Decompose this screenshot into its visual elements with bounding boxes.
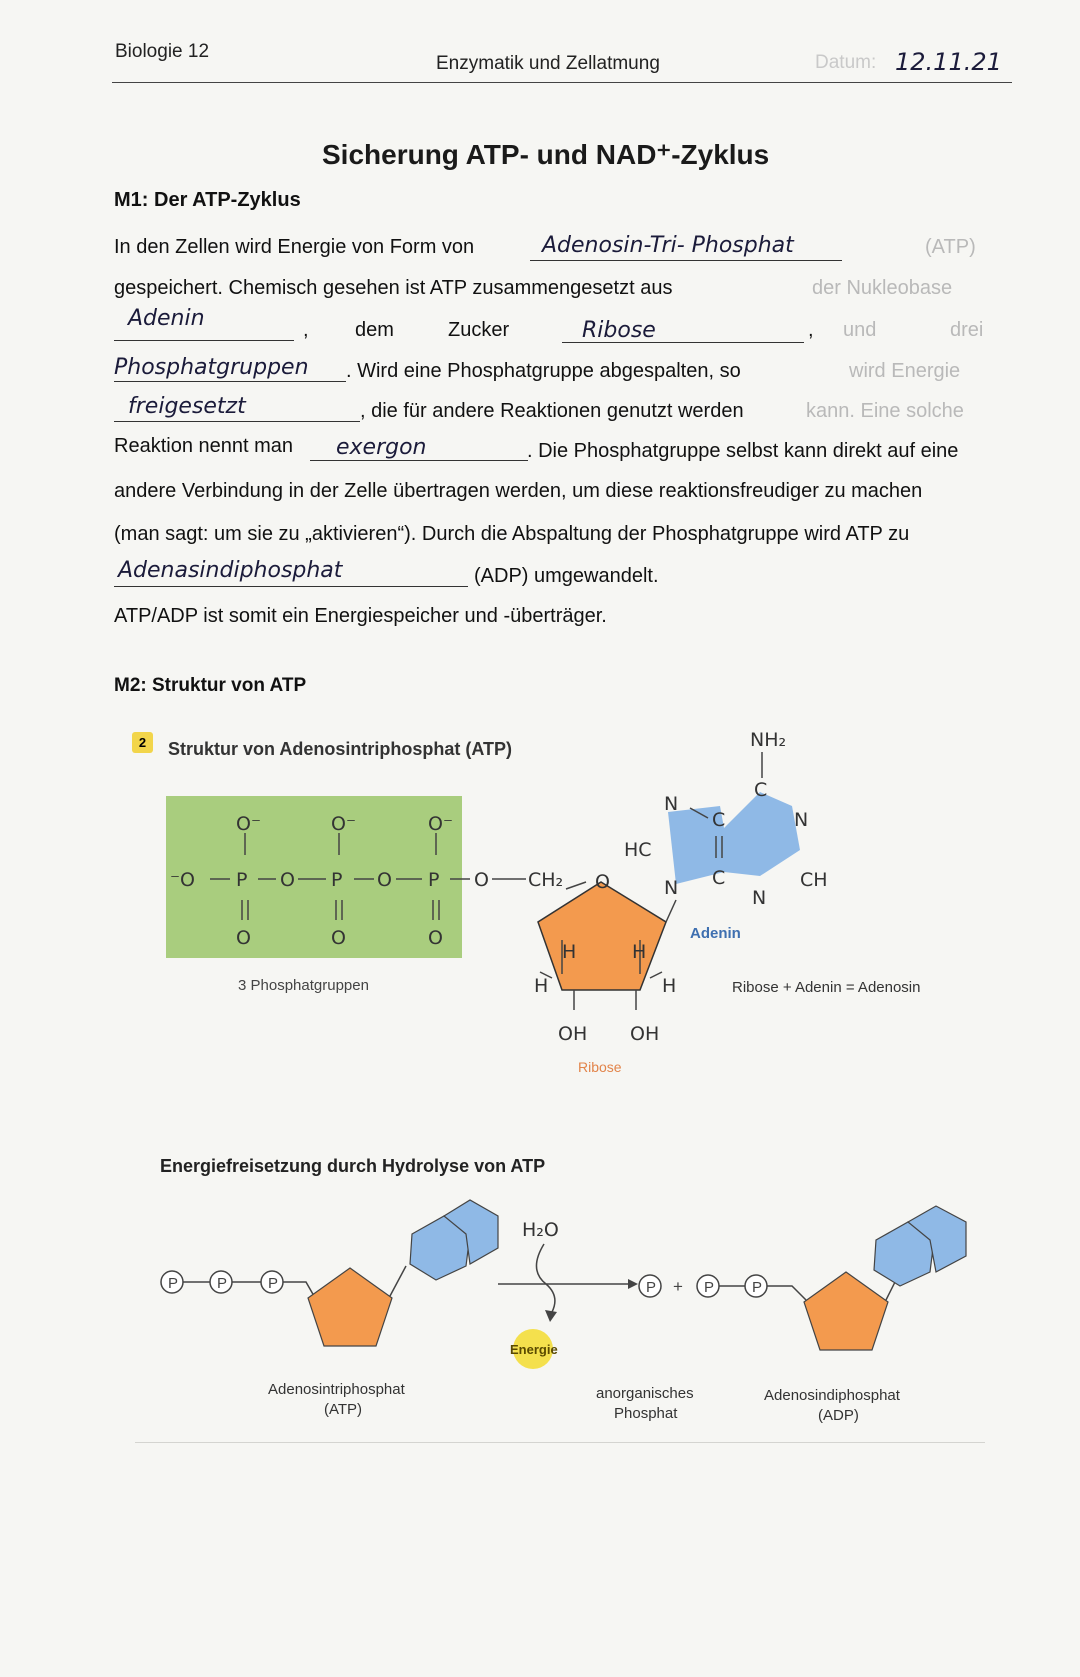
atp-cartoon (161, 1200, 498, 1346)
m1-line9: (ADP) umgewandelt. (474, 565, 659, 587)
atom-p-1: P (236, 869, 248, 891)
atom-ch: CH (800, 869, 828, 891)
adp-p-label-1: P (704, 1279, 715, 1296)
atp-p-label-2: P (217, 1275, 228, 1292)
m1-line2-end: der Nukleobase (812, 277, 953, 299)
atom-c-mid: C (712, 809, 726, 831)
figure-bottom-edge (135, 1442, 985, 1443)
m1-line1-end: (ATP) (925, 236, 976, 258)
answer-ribose: Ribose (582, 318, 656, 343)
m1-line3-und: und (843, 319, 877, 341)
m1-line8: (man sagt: um sie zu „aktivieren“). Durch die Abspaltung der Phosphatgruppe wird ATP zu (114, 523, 910, 545)
atom-p-2: P (331, 869, 343, 891)
figure-badge: 2 (132, 732, 153, 753)
energy-label: Energie (510, 1342, 558, 1357)
atom-o-bridge-1: O (280, 869, 295, 891)
answer-adp: Adenasindiphosphat (118, 558, 343, 583)
m1-line5-text: , die für andere Reaktionen genutzt werden (360, 400, 744, 422)
atom-c-top: C (754, 779, 768, 801)
atom-h-1: H (562, 941, 577, 963)
atom-h-3: H (534, 975, 549, 997)
m1-line4-end: wird Energie (849, 360, 961, 382)
atom-oh-1: OH (558, 1023, 588, 1045)
phosphate-box (166, 796, 462, 958)
ribose-ring (538, 882, 666, 990)
atom-h-2: H (632, 941, 647, 963)
hydrolysis-title: Energiefreisetzung durch Hydrolyse von ATP (160, 1156, 546, 1176)
m1-line3-comma: , (303, 319, 309, 341)
figure-title: Struktur von Adenosintriphosphat (ATP) (168, 739, 512, 759)
atom-o-double-2: O (331, 927, 346, 949)
bond-ch2-ribose (566, 882, 586, 889)
water-arrow-head (545, 1310, 557, 1322)
pi-caption: anorganisches (596, 1385, 694, 1402)
m1-line4-text: . Wird eine Phosphatgruppe abgespalten, so (346, 360, 741, 382)
m1-line6-end: . Die Phosphatgruppe selbst kann direkt auf eine (527, 440, 959, 462)
m1-line10: ATP/ADP ist somit ein Energiespeicher und -überträger. (114, 605, 607, 627)
atom-h-4: H (662, 975, 677, 997)
atom-nh2: NH₂ (750, 729, 787, 751)
atom-o-bridge-2: O (377, 869, 392, 891)
plus-sign: + (673, 1277, 683, 1296)
adp-cartoon (697, 1206, 966, 1350)
adenine-ring-six (724, 792, 800, 876)
atom-o-bridge-3: O (474, 869, 489, 891)
answer-freigesetzt: freigesetzt (128, 394, 246, 419)
atom-ch2: CH₂ (528, 869, 564, 891)
m2-heading: M2: Struktur von ATP (114, 675, 307, 696)
water-label: H₂O (522, 1219, 559, 1241)
atom-ring-o: O (595, 871, 610, 893)
m1-line7: andere Verbindung in der Zelle übertragen werden, um diese reaktionsfreudiger zu machen (114, 480, 923, 502)
header-date-value: 12.11.21 (895, 48, 1002, 76)
atp-caption-abbr: (ATP) (324, 1401, 363, 1418)
pi-caption-2: Phosphat (614, 1405, 678, 1422)
atp-p-label-3: P (268, 1275, 279, 1292)
adenosin-equation: Ribose + Adenin = Adenosin (732, 979, 921, 996)
atom-n-4: N (752, 887, 767, 909)
atom-oh-2: OH (630, 1023, 660, 1045)
atom-o-minus-1: O⁻ (236, 813, 261, 835)
atom-o-double-3: O (428, 927, 443, 949)
atom-o-double-1: O (236, 927, 251, 949)
atom-c-low: C (712, 867, 726, 889)
header-date-label: Datum: (815, 52, 877, 73)
m1-heading: M1: Der ATP-Zyklus (114, 189, 301, 211)
m1-line1-text: In den Zellen wird Energie von Form von (114, 236, 475, 258)
ribose-label: Ribose (578, 1059, 622, 1075)
adp-ribose-pentagon (804, 1272, 888, 1350)
header-topic: Enzymatik und Zellatmung (436, 53, 660, 74)
m1-line2-text: gespeichert. Chemisch gesehen ist ATP zusammengesetzt aus (114, 277, 673, 299)
atom-n-2: N (794, 809, 809, 831)
header-subject: Biologie 12 (115, 41, 210, 62)
answer-adenin: Adenin (128, 306, 205, 331)
phosphate-caption: 3 Phosphatgruppen (238, 977, 369, 994)
m1-line3-drei: drei (950, 319, 984, 341)
adp-caption: Adenosindiphosphat (764, 1387, 900, 1404)
m1-line3-zucker: Zucker (448, 319, 510, 341)
pi-p-label: P (646, 1279, 657, 1296)
atom-p-3: P (428, 869, 440, 891)
reaction-arrow-head (628, 1279, 638, 1289)
adenin-label: Adenin (690, 925, 741, 942)
adp-caption-abbr: (ADP) (818, 1407, 859, 1424)
atom-hc: HC (624, 839, 652, 861)
atp-p-label-1: P (168, 1275, 179, 1292)
page-title: Sicherung ATP- und NAD⁺-Zyklus (322, 139, 770, 170)
atp-caption: Adenosintriphosphat (268, 1381, 405, 1398)
m1-line6-text: Reaktion nennt man (114, 435, 294, 457)
atp-ribose-pentagon (308, 1268, 392, 1346)
atom-o-minus-2: O⁻ (331, 813, 356, 835)
m1-line5-end: kann. Eine solche (806, 400, 964, 422)
water-arrow (536, 1244, 554, 1312)
atom-n-3: N (664, 877, 679, 899)
atom-n-1: N (664, 793, 679, 815)
atom-chain-start: ⁻O (170, 869, 195, 891)
answer-phosphatgruppen: Phosphatgruppen (114, 355, 309, 380)
atom-o-minus-3: O⁻ (428, 813, 453, 835)
answer-exergon: exergon (336, 435, 427, 460)
answer-atp: Adenosin-Tri- Phosphat (542, 233, 794, 258)
adp-p-label-2: P (752, 1279, 763, 1296)
m1-line3-dem: dem (355, 319, 394, 341)
m1-line3-comma2: , (808, 319, 814, 341)
